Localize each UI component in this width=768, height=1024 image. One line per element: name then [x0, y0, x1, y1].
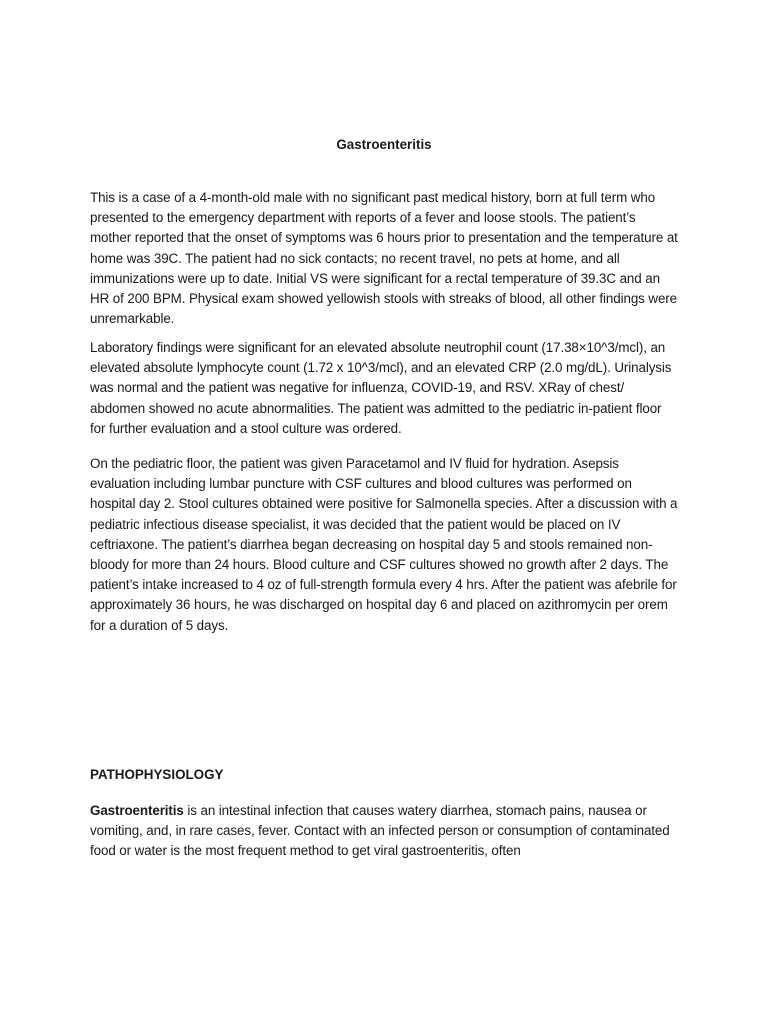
bold-term: Gastroenteritis — [90, 803, 184, 818]
hospital-course-paragraph: On the pediatric floor, the patient was given Paracetamol and IV fluid for hydration. Asepsis evaluation including lumbar puncture with CSF cultures and blood cultures was performed on hospital day 2. Stool cultures obtained were positive for Salmonella species. After a discussion with a pediatric infectious disease specialist, it was decided that the patient would be placed on IV ceftriaxone. The patient’s diarrhea began decreasing on hospital day 5 and stools remained non-bloody for more than 24 hours. Blood culture and CSF cultures showed no growth after 2 days. The patient’s intake increased to 4 oz of full-strength formula every 4 hrs. After the patient was afebrile for approximately 36 hours, he was discharged on hospital day 6 and placed on azithromycin per orem for a duration of 5 days. — [90, 456, 678, 633]
pathophysiology-text: is an intestinal infection that causes watery diarrhea, stomach pains, nausea or vomiting, and, in rare cases, fever. Contact with an infected person or consumption of contaminated food or water is the most frequent method to get viral gastroenteritis, often — [90, 803, 670, 859]
document-title: Gastroenteritis — [336, 137, 432, 152]
laboratory-findings-paragraph: Laboratory findings were significant for an elevated absolute neutrophil count (17.38×10^3/mcl), an elevated absolute lymphocyte count (1.72 x 10^3/mcl), and an elevated CRP (2.0 mg/dL). Urinalysis was normal and the patient was negative for influenza, COVID-19, and RSV. XRay of chest/ abdomen showed no acute abnormalities. The patient was admitted to the pediatric in-patient floor for further evaluation and a stool culture was ordered. — [90, 340, 672, 436]
case-presentation-paragraph: This is a case of a 4-month-old male with no significant past medical history, born at full term who presented to the emergency department with reports of a fever and loose stools. The patient’s mother reported that the onset of symptoms was 6 hours prior to presentation and the temperature at home was 39C. The patient had no sick contacts; no recent travel, no pets at home, and all immunizations were up to date. Initial VS were significant for a rectal temperature of 39.3C and an HR of 200 BPM. Physical exam showed yellowish stools with streaks of blood, all other findings were unremarkable. — [90, 190, 678, 327]
section-heading: PATHOPHYSIOLOGY — [90, 767, 224, 782]
pathophysiology-paragraph — [90, 801, 680, 862]
